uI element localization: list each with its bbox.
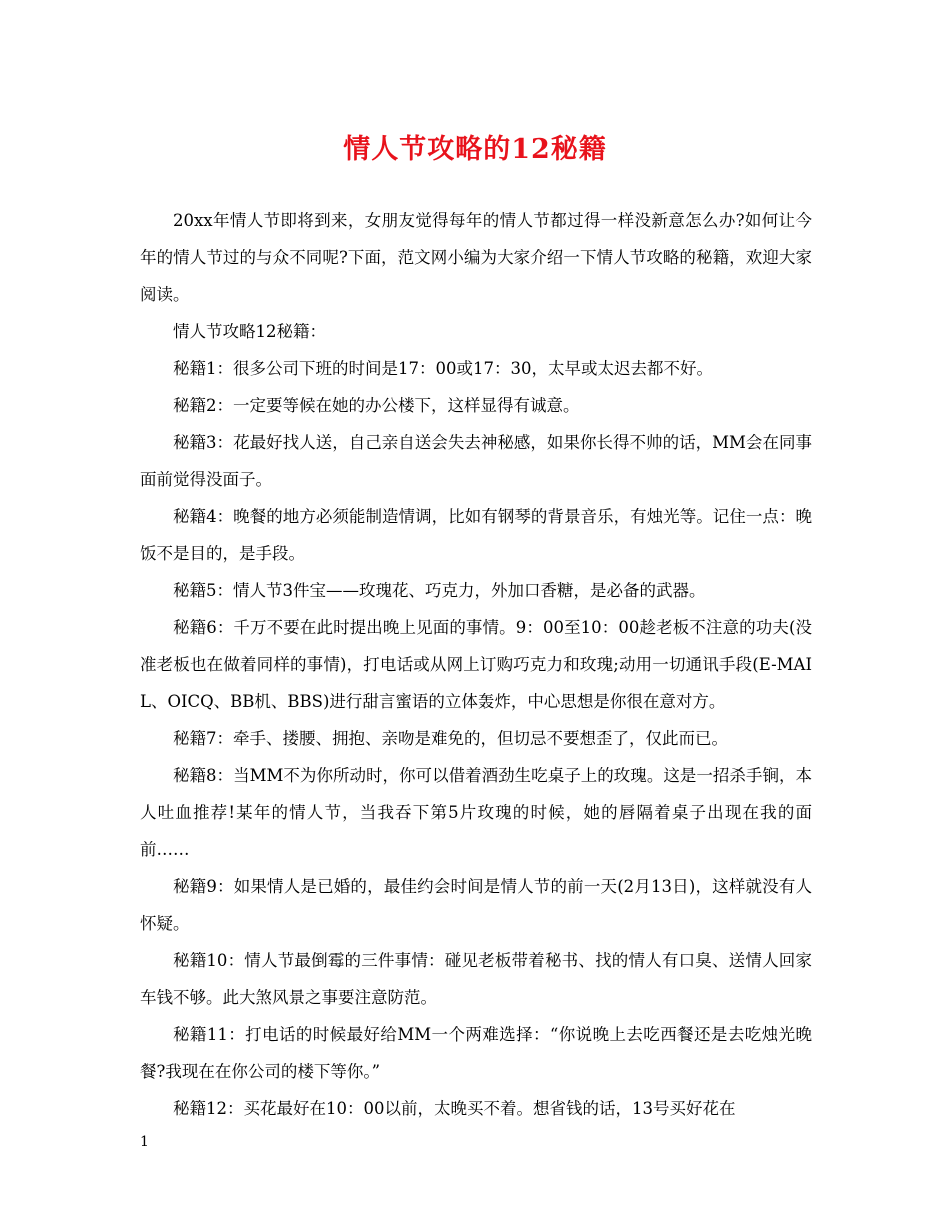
tip-paragraph-12: 秘籍12：买花最好在10：00以前，太晚买不着。想省钱的话，13号买好花在	[173, 1099, 736, 1118]
tip-paragraph-3: 秘籍3：花最好找人送，自己亲自送会失去神秘感，如果你长得不帅的话，MM会在同事面前觉得没面子。	[140, 433, 812, 489]
tip-paragraph-8: 秘籍8：当MM不为你所动时，你可以借着酒劲生吃桌子上的玫瑰。这是一招杀手锏，本人吐血推荐!某年的情人节，当我吞下第5片玫瑰的时候，她的唇隔着桌子出现在我的面前……	[140, 766, 812, 859]
section-heading: 情人节攻略12秘籍：	[173, 322, 326, 341]
tip-paragraph-1: 秘籍1：很多公司下班的时间是17：00或17：30，太早或太迟去都不好。	[173, 359, 713, 378]
document-body	[140, 202, 812, 1127]
document-title: 情人节攻略的12秘籍	[343, 134, 607, 165]
tip-paragraph-6: 秘籍6：千万不要在此时提出晚上见面的事情。9：00至10：00趁老板不注意的功夫(没准老板也在做着同样的事情)，打电话或从网上订购巧克力和玫瑰;动用一切通讯手段(E-MAIL、OICQ、BB机、BBS)进行甜言蜜语的立体轰炸，中心思想是你很在意对方。	[140, 618, 812, 711]
intro-paragraph: 20xx年情人节即将到来，女朋友觉得每年的情人节都过得一样没新意怎么办?如何让今年的情人节过的与众不同呢?下面，范文网小编为大家介绍一下情人节攻略的秘籍，欢迎大家阅读。	[140, 211, 812, 304]
tip-paragraph-2: 秘籍2：一定要等候在她的办公楼下，这样显得有诚意。	[173, 396, 580, 415]
tip-paragraph-10: 秘籍10：情人节最倒霉的三件事情：碰见老板带着秘书、找的情人有口臭、送情人回家车钱不够。此大煞风景之事要注意防范。	[140, 951, 812, 1007]
tip-paragraph-7: 秘籍7：牵手、搂腰、拥抱、亲吻是难免的，但切忌不要想歪了，仅此而已。	[173, 729, 728, 748]
page-number: 1	[140, 1134, 149, 1150]
tip-paragraph-4: 秘籍4：晚餐的地方必须能制造情调，比如有钢琴的背景音乐，有烛光等。记住一点：晚饭不是目的，是手段。	[140, 507, 812, 563]
tip-paragraph-5: 秘籍5：情人节3件宝——玫瑰花、巧克力，外加口香糖，是必备的武器。	[173, 581, 706, 600]
tip-paragraph-9: 秘籍9：如果情人是已婚的，最佳约会时间是情人节的前一天(2月13日)，这样就没有人怀疑。	[140, 877, 812, 933]
tip-paragraph-11: 秘籍11：打电话的时候最好给MM一个两难选择：“你说晚上去吃西餐还是去吃烛光晚餐?我现在在你公司的楼下等你。”	[140, 1025, 812, 1081]
